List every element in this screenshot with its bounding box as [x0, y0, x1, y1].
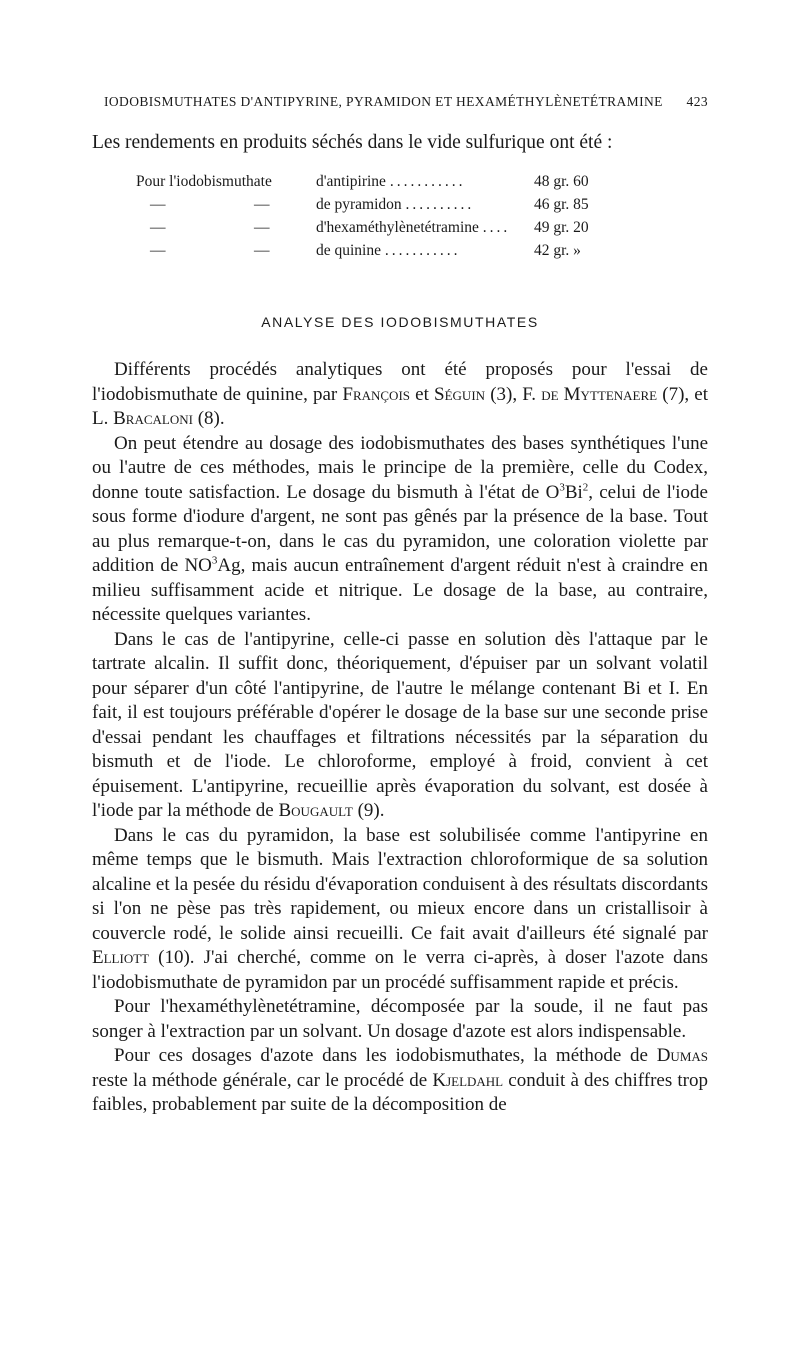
ditto-mark: — [150, 242, 166, 259]
yields-intro: Les rendements en produits séchés dans le vide sulfurique ont été : [92, 132, 613, 153]
author-name: de Myttenaere [541, 383, 658, 405]
yields-row-compound: de pyramidon .......... [316, 196, 475, 213]
leader-dots: ........... [389, 173, 466, 190]
yields-row [136, 216, 612, 239]
running-head-title: IODOBISMUTHATES D'ANTIPYRINE, PYRAMIDON ET HEXAMÉTHYLÈNETÉTRAMINE [104, 94, 663, 109]
yields-row-value: 42 gr. » [534, 242, 581, 259]
paragraph: Différents procédés analytiques ont été proposés pour l'essai de l'iodobismuthate de quinine, par François et Séguin (3), F. de Myttenaere (7), et L. Bracaloni (8). [92, 359, 709, 429]
author-name: Bracaloni [113, 408, 193, 429]
yields-table [136, 170, 612, 262]
paragraph: On peut étendre au dosage des iodobismuthates des bases synthétiques l'une ou l'autre de ces méthodes, mais le principe de la première, celle du Codex, donne toute satisfaction. Le dosage du bismuth à l'état de $O^3Bi^2$, celui de l'iode sous forme d'iodure d'argent, ne sont pas gênés par la présence de la base. Tout au plus remarque-t-on, dans le cas du pyramidon, une coloration violette par addition de $NO^3Ag$, mais aucun entraînement d'argent réduit n'est à craindre en milieu suffisamment acide et nitrique. Le dosage de la base, au contraire, nécessite quelques variantes. [92, 432, 708, 625]
yields-row [136, 170, 612, 193]
author-name: Séguin [434, 383, 486, 405]
author-name: Elliott [92, 947, 150, 968]
ditto-mark: — [150, 219, 166, 236]
paragraph: Dans le cas de l'antipyrine, celle-ci passe en solution dès l'attaque par le tartrate alcalin. Il suffit donc, théoriquement, d'épuiser par un solvant volatil pour séparer d'un côté l'antipyrine, de l'autre le mélange contenant Bi et I. En fait, il est toujours préférable d'opérer le dosage de la base sur une seconde prise d'essai pendant les chauffages et filtrations nécessités par la séparation du bismuth et de l'iode. Le chloroforme, employé à froid, convient à cet épuisement. L'antipyrine, recueillie après évaporation du solvant, est dosée à l'iode par la méthode de Bougault (9). [92, 628, 708, 821]
ditto-mark: — [150, 196, 166, 213]
page-number: 423 [686, 94, 708, 109]
yields-row-compound: d'antipirine ........... [316, 173, 466, 190]
author-name: Kjeldahl [432, 1069, 504, 1091]
yields-row-prefix: Pour l'iodobismuthate [136, 173, 272, 190]
ditto-mark: — [254, 242, 270, 259]
leader-dots: .......... [405, 196, 475, 213]
body-text [92, 358, 708, 1118]
paragraph: Dans le cas du pyramidon, la base est solubilisée comme l'antipyrine en même temps que le bismuth. Mais l'extraction chloroformique de sa solution alcaline et la pesée du résidu d'évaporation conduisent à des résultats discordants si l'on ne pèse pas très rapidement, ou mieux encore dans un cristallisoir à couvercle rodé, le solide ainsi recueilli. Ce fait avait d'ailleurs été signalé par Elliott (10). J'ai cherché, comme on le verra ci-après, à doser l'azote dans l'iodobismuthate de pyramidon par un procédé suffisamment rapide et précis. [92, 824, 708, 993]
yields-row [136, 239, 612, 262]
yields-row-compound: de quinine ........... [316, 242, 461, 259]
yields-row-value: 46 gr. 85 [534, 196, 589, 213]
author-name: Dumas [656, 1045, 708, 1066]
yields-row [136, 193, 612, 216]
ditto-mark: — [254, 196, 270, 213]
leader-dots: .... [482, 219, 511, 236]
author-name: François [342, 383, 411, 405]
yields-row-value: 49 gr. 20 [534, 219, 589, 236]
paragraph: Pour ces dosages d'azote dans les iodobismuthates, la méthode de Dumas reste la méthode générale, car le procédé de Kjeldahl conduit à des chiffres trop faibles, probablement par suite de la décomposition de [92, 1045, 708, 1115]
leader-dots: ........... [384, 242, 461, 259]
yields-row-value: 48 gr. 60 [534, 173, 589, 190]
yields-row-compound: d'hexaméthylènetétramine .... [316, 219, 511, 236]
ditto-mark: — [254, 219, 270, 236]
paragraph: Pour l'hexaméthylènetétramine, décomposée par la soude, il ne faut pas songer à l'extraction par un solvant. Un dosage d'azote est alors indispensable. [92, 996, 708, 1042]
running-head [104, 94, 708, 110]
author-name: Bougault [278, 800, 353, 821]
section-title: ANALYSE DES IODOBISMUTHATES [261, 314, 539, 330]
